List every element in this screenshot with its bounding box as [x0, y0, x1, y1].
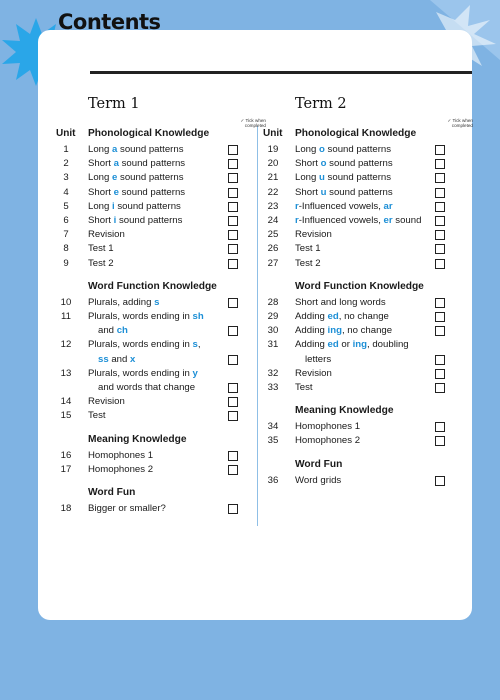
page-title: Contents	[58, 10, 161, 34]
unit-title-text: ,	[197, 339, 201, 351]
highlighted-pattern: o	[320, 158, 327, 170]
unit-number: 34	[267, 421, 279, 433]
unit-title-text: sound patterns	[326, 186, 393, 198]
unit-title	[295, 382, 313, 393]
unit-number: 18	[60, 503, 72, 514]
completion-checkbox[interactable]	[228, 230, 238, 240]
section-heading: Meaning Knowledge	[88, 433, 187, 445]
highlighted-pattern: ch	[116, 325, 128, 337]
unit-title-text: or	[338, 339, 353, 351]
unit-title-text: Adding	[295, 325, 328, 337]
highlighted-pattern: ss	[98, 353, 109, 365]
highlighted-pattern: sh	[192, 311, 204, 322]
unit-title	[88, 243, 114, 254]
unit-title-text: Short	[295, 186, 321, 198]
unit-title	[98, 325, 128, 336]
unit-title-text: Test 2	[88, 257, 114, 269]
unit-title	[88, 187, 185, 198]
unit-title	[295, 201, 393, 212]
section-heading: Phonological Knowledge	[295, 128, 417, 139]
tick-when-completed-note: ✓ Tick when completed	[240, 118, 266, 129]
unit-number: 28	[267, 296, 279, 308]
unit-title-text: sound patterns	[117, 144, 184, 155]
unit-row	[267, 382, 467, 396]
highlighted-pattern: e	[112, 172, 118, 184]
completion-checkbox[interactable]	[228, 298, 238, 308]
completion-checkbox[interactable]	[435, 383, 445, 393]
unit-row-continuation	[60, 354, 260, 368]
unit-row	[60, 201, 260, 215]
unit-column-header: Unit	[263, 128, 283, 139]
unit-number: 36	[267, 474, 279, 486]
unit-row	[267, 172, 467, 186]
unit-row	[60, 450, 260, 464]
unit-number: 2	[63, 158, 69, 170]
unit-title	[88, 201, 181, 212]
completion-checkbox[interactable]	[228, 326, 238, 336]
unit-title	[295, 368, 332, 379]
unit-title	[295, 339, 409, 350]
unit-title	[295, 421, 360, 432]
unit-title-text: Revision	[88, 229, 125, 241]
unit-number: 21	[267, 172, 279, 184]
completion-checkbox[interactable]	[435, 355, 445, 365]
highlighted-pattern: ed	[327, 339, 339, 351]
unit-title-text: sound patterns	[117, 172, 184, 184]
unit-title-text: Plurals, adding	[88, 296, 155, 308]
unit-row	[267, 421, 467, 435]
unit-row	[267, 311, 467, 325]
unit-title-text: Test 1	[88, 243, 114, 255]
highlighted-pattern: y	[192, 367, 198, 379]
unit-title	[88, 297, 159, 308]
completion-checkbox[interactable]	[435, 244, 445, 254]
completion-checkbox[interactable]	[228, 202, 238, 212]
unit-number: 12	[60, 339, 72, 351]
completion-checkbox[interactable]	[435, 173, 445, 183]
highlighted-pattern: x	[130, 353, 136, 365]
section-heading: Meaning Knowledge	[295, 405, 394, 417]
unit-title-text: sound patterns	[324, 172, 392, 184]
unit-title	[295, 297, 386, 308]
unit-title	[88, 215, 182, 226]
unit-title-text: Long	[295, 144, 320, 155]
unit-number: 23	[267, 200, 279, 212]
unit-title-text: sound patterns	[118, 158, 186, 170]
unit-row	[60, 396, 260, 410]
unit-title	[295, 158, 393, 169]
unit-row	[267, 144, 467, 158]
completion-checkbox[interactable]	[228, 504, 238, 514]
completion-checkbox[interactable]	[435, 259, 445, 269]
section-heading: Word Fun	[295, 458, 343, 470]
unit-number: 14	[60, 396, 72, 408]
highlighted-pattern: i	[113, 215, 117, 226]
unit-title-text: Short	[88, 215, 114, 226]
unit-number: 5	[63, 200, 69, 212]
unit-number: 33	[267, 382, 279, 393]
unit-row	[267, 339, 467, 353]
highlighted-pattern: ed	[327, 311, 339, 322]
unit-number: 10	[60, 296, 72, 308]
unit-column-header: Unit	[56, 128, 76, 139]
unit-row	[60, 243, 260, 257]
unit-row	[267, 229, 467, 243]
completion-checkbox[interactable]	[435, 216, 445, 226]
unit-row	[267, 243, 467, 257]
unit-row-continuation	[60, 382, 260, 396]
unit-number: 6	[63, 215, 69, 226]
unit-title	[295, 258, 321, 269]
unit-title	[295, 325, 392, 336]
contents-page	[38, 30, 472, 620]
unit-row	[267, 297, 467, 311]
completion-checkbox[interactable]	[228, 188, 238, 198]
completion-checkbox[interactable]	[228, 173, 238, 183]
completion-checkbox[interactable]	[435, 188, 445, 198]
unit-title	[88, 410, 106, 421]
completion-checkbox[interactable]	[228, 465, 238, 475]
unit-title-text: Homophones 2	[295, 435, 361, 447]
unit-title-text: Revision	[295, 229, 332, 241]
unit-title-text: Short	[88, 186, 114, 198]
unit-title-text: , doubling	[367, 339, 409, 351]
unit-title	[295, 172, 391, 183]
unit-title-text: Test	[295, 382, 313, 393]
unit-number: 8	[63, 243, 69, 255]
unit-title-text: Homophones 1	[88, 449, 154, 461]
unit-title	[295, 475, 341, 486]
unit-row	[267, 475, 467, 489]
highlighted-pattern: er	[383, 215, 393, 226]
unit-title-text: -Influenced vowels,	[298, 215, 384, 226]
unit-title-text: and	[98, 325, 117, 337]
unit-title	[295, 435, 360, 446]
unit-number: 35	[267, 435, 279, 447]
completion-checkbox[interactable]	[435, 312, 445, 322]
completion-checkbox[interactable]	[228, 145, 238, 155]
unit-row	[60, 258, 260, 272]
unit-row	[60, 144, 260, 158]
section-heading: Word Function Knowledge	[88, 280, 217, 292]
unit-title-text: Plurals, words ending in	[88, 339, 193, 351]
completion-checkbox[interactable]	[228, 216, 238, 226]
unit-title-text: sound patterns	[114, 200, 181, 212]
unit-row	[60, 410, 260, 424]
unit-row	[267, 158, 467, 172]
completion-checkbox[interactable]	[228, 383, 238, 393]
completion-checkbox[interactable]	[435, 422, 445, 432]
unit-number: 19	[267, 144, 279, 155]
highlighted-pattern: ar	[383, 200, 393, 212]
unit-title-text: Long	[88, 172, 113, 184]
unit-row	[60, 464, 260, 478]
unit-number: 29	[267, 311, 279, 322]
unit-title-text: Adding	[295, 311, 328, 322]
unit-number: 4	[63, 186, 69, 198]
unit-row	[267, 201, 467, 215]
unit-title	[88, 311, 204, 322]
unit-row	[267, 187, 467, 201]
unit-title-text: sound patterns	[324, 144, 392, 155]
unit-title	[295, 144, 391, 155]
highlighted-pattern: r	[295, 200, 299, 212]
unit-number: 9	[63, 257, 69, 269]
unit-title-text: Long	[88, 144, 113, 155]
unit-row	[267, 325, 467, 339]
unit-number: 24	[267, 215, 279, 226]
unit-title-text: Short	[295, 158, 321, 170]
unit-title-text: , no change	[338, 311, 389, 322]
completion-checkbox[interactable]	[435, 159, 445, 169]
unit-title-text: and words that change	[98, 382, 196, 393]
unit-title-text: Plurals, words ending in	[88, 367, 193, 379]
unit-number: 7	[63, 229, 69, 241]
highlighted-pattern: s	[154, 296, 160, 308]
unit-number: 15	[60, 410, 72, 422]
unit-row	[267, 215, 467, 229]
unit-title-text: and	[108, 353, 131, 365]
highlighted-pattern: r	[295, 215, 299, 226]
unit-title-text: sound	[392, 215, 422, 226]
unit-title	[295, 215, 421, 226]
completion-checkbox[interactable]	[228, 259, 238, 269]
unit-row	[60, 368, 260, 382]
unit-title	[88, 464, 153, 475]
unit-title	[295, 243, 321, 254]
highlighted-pattern: ing	[352, 339, 368, 351]
unit-row-continuation	[267, 354, 467, 368]
unit-row	[60, 215, 260, 229]
unit-number: 26	[267, 243, 279, 255]
completion-checkbox[interactable]	[228, 244, 238, 254]
section-heading: Word Fun	[88, 487, 136, 498]
unit-number: 30	[267, 325, 279, 337]
section-heading: Word Function Knowledge	[295, 280, 424, 292]
highlighted-pattern: ing	[327, 325, 342, 337]
unit-row	[60, 339, 260, 353]
unit-row	[267, 435, 467, 449]
unit-title	[305, 354, 331, 365]
unit-title	[88, 158, 185, 169]
unit-title	[88, 258, 114, 269]
unit-title	[88, 368, 198, 379]
unit-number: 31	[267, 339, 279, 351]
unit-title-text: sound patterns	[326, 158, 393, 170]
title-underline	[90, 71, 472, 74]
unit-title-text: Word grids	[295, 474, 342, 486]
unit-title-text: sound patterns	[118, 186, 186, 198]
tick-when-completed-note: ✓ Tick when completed	[447, 118, 473, 129]
unit-row	[60, 172, 260, 186]
unit-title-text: letters	[305, 353, 332, 365]
unit-row	[267, 368, 467, 382]
unit-number: 32	[267, 367, 279, 379]
completion-checkbox[interactable]	[228, 159, 238, 169]
unit-title-text: Adding	[295, 339, 328, 351]
highlighted-pattern: u	[319, 172, 325, 184]
completion-checkbox[interactable]	[435, 476, 445, 486]
unit-title-text: Test 2	[295, 257, 321, 269]
unit-number: 17	[60, 463, 72, 475]
unit-title	[295, 229, 332, 240]
unit-title-text: Homophones 1	[295, 421, 361, 433]
completion-checkbox[interactable]	[228, 451, 238, 461]
unit-row	[60, 187, 260, 201]
completion-checkbox[interactable]	[435, 230, 445, 240]
completion-checkbox[interactable]	[435, 369, 445, 379]
highlighted-pattern: u	[320, 186, 327, 198]
unit-title	[295, 311, 389, 322]
unit-title-text: Plurals, words ending in	[88, 311, 193, 322]
unit-title	[88, 172, 184, 183]
unit-title-text: Test	[88, 410, 106, 422]
completion-checkbox[interactable]	[228, 355, 238, 365]
completion-checkbox[interactable]	[435, 145, 445, 155]
completion-checkbox[interactable]	[435, 436, 445, 446]
unit-title	[98, 382, 195, 393]
unit-title-text: Test 1	[295, 243, 321, 255]
unit-title-text: Long	[295, 172, 320, 184]
unit-title-text: Bigger or smaller?	[88, 503, 166, 514]
unit-title-text: Homophones 2	[88, 463, 154, 475]
section-heading: Phonological Knowledge	[88, 128, 210, 139]
unit-number: 22	[267, 186, 279, 198]
highlighted-pattern: e	[113, 186, 119, 198]
completion-checkbox[interactable]	[435, 202, 445, 212]
unit-row	[60, 297, 260, 311]
unit-title	[88, 450, 153, 461]
unit-title	[88, 144, 184, 155]
unit-row	[60, 503, 260, 517]
unit-title-text: Revision	[88, 396, 125, 408]
completion-checkbox[interactable]	[228, 397, 238, 407]
unit-number: 27	[267, 257, 279, 269]
highlighted-pattern: a	[113, 158, 119, 170]
completion-checkbox[interactable]	[435, 298, 445, 308]
unit-title-text: Long	[88, 200, 113, 212]
unit-number: 20	[267, 158, 279, 170]
term-heading: Term 1	[88, 96, 140, 112]
unit-number: 13	[60, 367, 72, 379]
highlighted-pattern: i	[112, 200, 115, 212]
unit-number: 3	[63, 172, 69, 184]
unit-title	[88, 229, 125, 240]
unit-number: 16	[60, 449, 72, 461]
unit-title-text: Short and long words	[295, 296, 386, 308]
completion-checkbox[interactable]	[435, 326, 445, 336]
unit-title-text: , no change	[341, 325, 393, 337]
unit-row	[60, 311, 260, 325]
unit-title-text: sound patterns	[116, 215, 183, 226]
unit-row-continuation	[60, 325, 260, 339]
unit-title	[98, 354, 135, 365]
term-heading: Term 2	[295, 96, 347, 112]
unit-title	[88, 396, 125, 407]
unit-title	[295, 187, 393, 198]
unit-row	[267, 258, 467, 272]
unit-title-text: Short	[88, 158, 114, 170]
completion-checkbox[interactable]	[228, 411, 238, 421]
unit-number: 11	[61, 311, 71, 322]
highlighted-pattern: a	[112, 144, 118, 155]
highlighted-pattern: s	[192, 339, 198, 351]
unit-title	[88, 503, 166, 514]
unit-number: 1	[63, 144, 69, 155]
unit-title	[88, 339, 201, 350]
unit-row	[60, 158, 260, 172]
highlighted-pattern: o	[319, 144, 325, 155]
unit-number: 25	[267, 229, 279, 241]
unit-row	[60, 229, 260, 243]
unit-title-text: -Influenced vowels,	[298, 200, 384, 212]
unit-title-text: Revision	[295, 367, 332, 379]
